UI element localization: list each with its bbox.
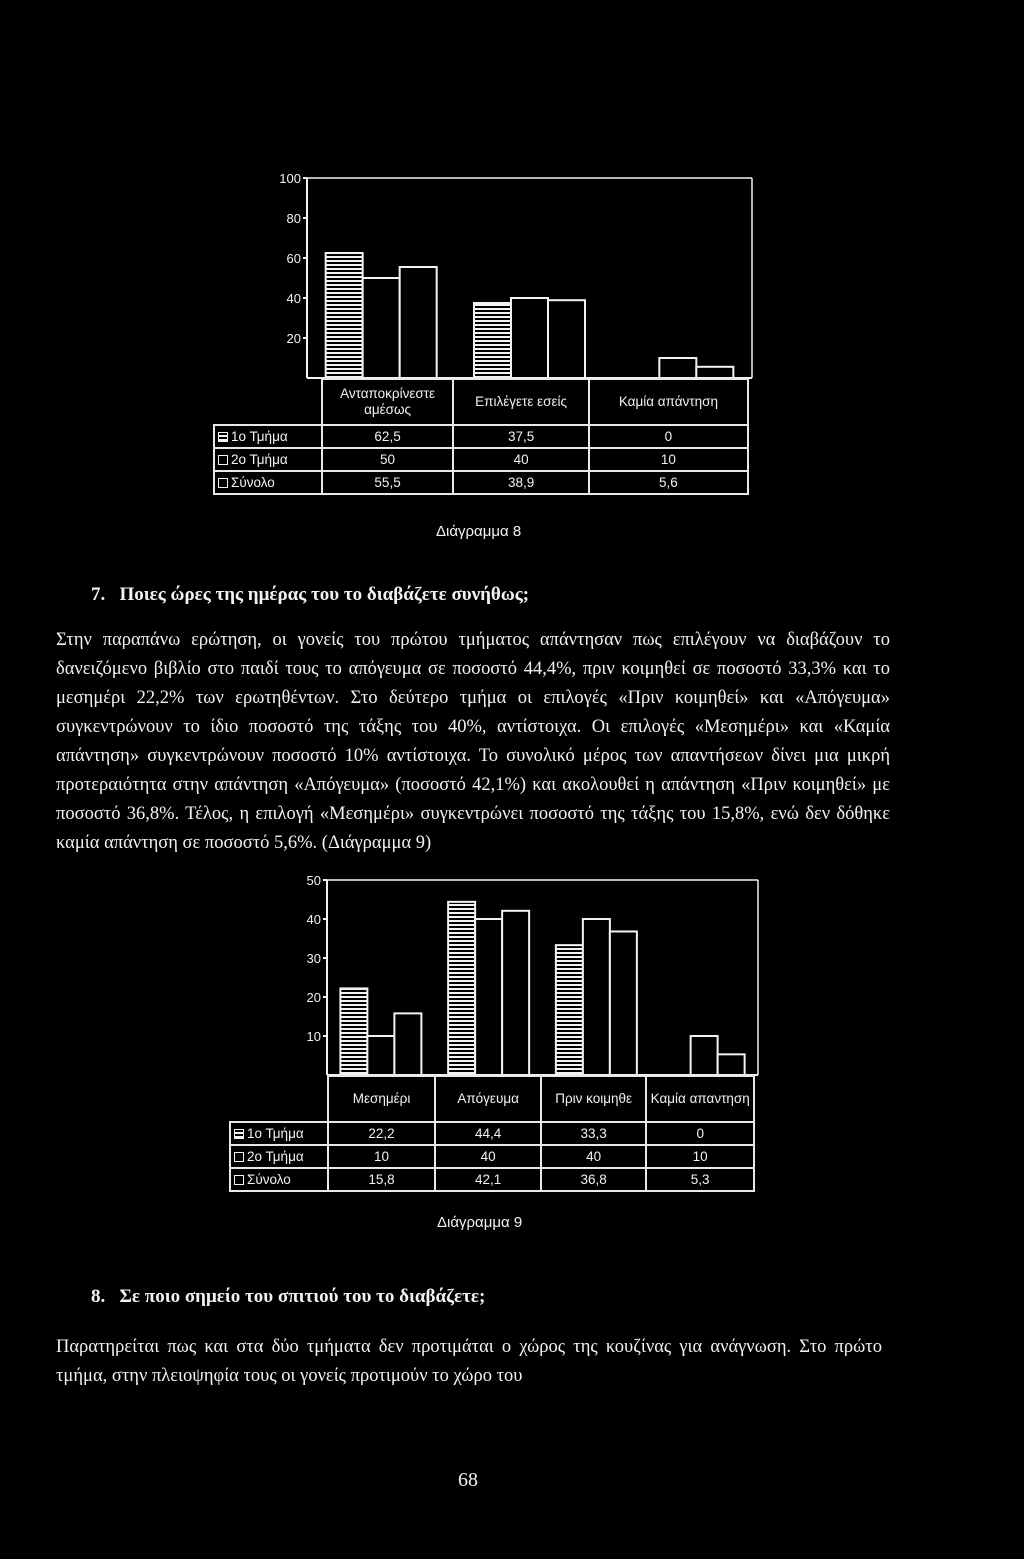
question-8-paragraph: Παρατηρείται πως και στα δύο τμήματα δεν προτιμάται ο χώρος της κουζίνας για ανάγνωση. Στο πρώτο τμήμα, στην πλειοψηφία τους οι γονείς προτιμούν το χώρο του [56, 1337, 882, 1386]
page-number: 68 [458, 1469, 478, 1491]
chart-8-caption: Διάγραμμα 8 [436, 523, 522, 540]
bar [583, 919, 610, 1075]
bar [448, 902, 475, 1075]
data-label: 42,1 [435, 1168, 541, 1191]
y-tick-label: 30 [306, 951, 321, 966]
table-header-cell: Καμία απαντηση [646, 1076, 754, 1122]
table-header-cell: Επιλέγετε εσείς [453, 379, 588, 425]
legend-entry [230, 1122, 328, 1145]
data-label: 5,3 [646, 1168, 754, 1191]
data-label: 36,8 [541, 1168, 646, 1191]
table-header-row [230, 1076, 754, 1122]
bar [367, 1036, 394, 1075]
y-tick-label: 40 [286, 291, 301, 306]
series-1-swatch [234, 1129, 244, 1139]
table-header-cell: Ανταποκρίνεστε αμέσως [322, 379, 454, 425]
y-tick-label: 10 [306, 1029, 321, 1044]
series-name: Σύνολο [247, 1172, 291, 1187]
data-label: 10 [328, 1145, 436, 1168]
y-tick-label: 100 [279, 171, 301, 186]
table-header-cell: Πριν κοιμηθε [541, 1076, 646, 1122]
data-label: 33,3 [541, 1122, 646, 1145]
y-tick-label: 50 [306, 873, 321, 888]
data-label: 0 [646, 1122, 754, 1145]
series-name: 1ο Τμήμα [231, 429, 288, 444]
data-label: 44,4 [435, 1122, 541, 1145]
series-name: Σύνολο [231, 475, 275, 490]
data-label: 37,5 [453, 425, 588, 448]
bar [394, 1013, 421, 1075]
question-7-paragraph: Στην παραπάνω ερώτηση, οι γονείς του πρώτου τμήματος απάντησαν πως επιλέγουν να διαβάζουν το δανειζόμενο βιβλίο στο παιδί τους το απόγευμα σε ποσοστό 44,4%, πριν κοιμηθεί σε ποσοστό 33,3% και το μεσημέρι 22,2% των ερωτηθέντων. Στο δεύτερο τμήμα οι επιλογές «Πριν κοιμηθεί» και «Απόγευμα» συγκεντρώνουν το ίδιο ποσοστό της τάξης του 40%, αντίστοιχα. Οι επιλογές «Μεσημέρι» και «Καμία απάντηση» συγκεντρώνουν ποσοστό 10% αντίστοιχα. Το συνολικό μέρος των απαντήσεων δίνει μια μικρή προτεραιότητα στην απάντηση «Απόγευμα» (ποσοστό 42,1%) και ακολουθεί η απάντηση «Πριν κοιμηθεί» με ποσοστό 36,8%. Τέλος, η επιλογή «Μεσημέρι» συγκεντρώνει ποσοστό της τάξης του 15,8%, ενώ δεν δόθηκε καμία απάντηση σε ποσοστό 5,6%. (Διάγραμμα 9) [56, 630, 890, 853]
data-label: 55,5 [322, 471, 454, 494]
data-label: 5,6 [589, 471, 748, 494]
data-label: 10 [589, 448, 748, 471]
series-name: 2ο Τμήμα [247, 1149, 304, 1164]
data-label: 22,2 [328, 1122, 436, 1145]
y-tick-label: 80 [286, 211, 301, 226]
bar [610, 931, 637, 1075]
bar [691, 1036, 718, 1075]
table-row [230, 1145, 754, 1168]
data-label: 0 [589, 425, 748, 448]
y-tick-label: 60 [286, 251, 301, 266]
data-label: 40 [435, 1145, 541, 1168]
table-header-cell: Καμία απάντηση [589, 379, 748, 425]
chart-9-data-table [229, 1075, 755, 1192]
series-name: 2ο Τμήμα [231, 452, 288, 467]
series-3-swatch [234, 1175, 244, 1185]
table-header-cell: Μεσημέρι [328, 1076, 436, 1122]
y-tick-label: 20 [306, 990, 321, 1005]
y-tick-label: 20 [286, 331, 301, 346]
bar [340, 988, 367, 1075]
bar [718, 1054, 745, 1075]
data-label: 62,5 [322, 425, 454, 448]
chart-9-caption: Διάγραμμα 9 [437, 1214, 523, 1231]
data-label: 38,9 [453, 471, 588, 494]
question-8-heading: 8. Σε ποιο σημείο του σπιτιού του το διαβάζετε; [91, 1286, 486, 1307]
data-label: 40 [453, 448, 588, 471]
bar [556, 945, 583, 1075]
data-label: 15,8 [328, 1168, 436, 1191]
question-7-heading: 7. Ποιες ώρες της ημέρας του το διαβάζετε συνήθως; [91, 584, 530, 605]
bar [475, 919, 502, 1075]
legend-entry [230, 1168, 328, 1191]
data-label: 10 [646, 1145, 754, 1168]
series-name: 1ο Τμήμα [247, 1126, 304, 1141]
data-label: 50 [322, 448, 454, 471]
y-tick-label: 40 [306, 912, 321, 927]
legend-entry [230, 1145, 328, 1168]
data-label: 40 [541, 1145, 646, 1168]
bar [502, 911, 529, 1075]
table-row [230, 1122, 754, 1145]
series-2-swatch [234, 1152, 244, 1162]
table-row [230, 1168, 754, 1191]
table-header-cell: Απόγευμα [435, 1076, 541, 1122]
